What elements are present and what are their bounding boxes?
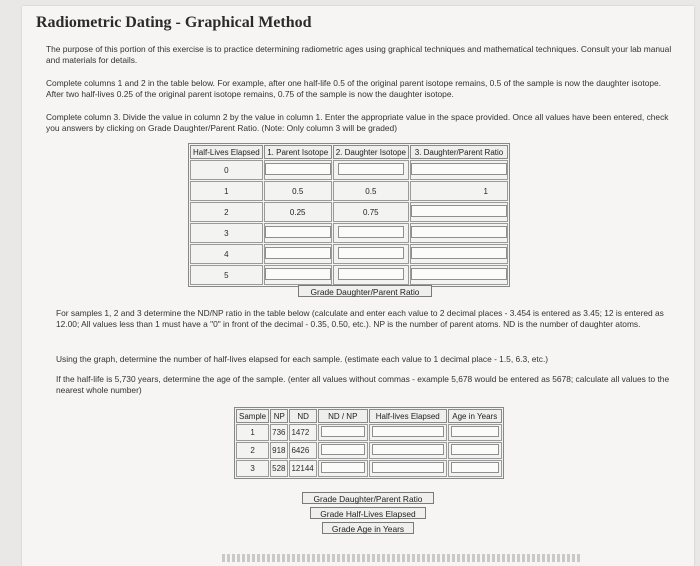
table-row [190, 202, 508, 222]
instructions-column-3: Complete column 3. Divide the value in column 2 by the value in column 1. Enter the appropriate value in the space provided. Once all values have been entered, check you answers by clicking on Grade Daughter/Parent Ratio. (Note: Only column 3 will be graded) [46, 112, 669, 133]
instructions-ratio: For samples 1, 2 and 3 determine the ND/NP ratio in the table below (calculate and enter each value to 2 decimal places - 3.454 is entered as 3.45; 12 is entered as 12.00; All values less than 1 must have a "0" in front of the decimal - 0.35, 0.50, etc.). NP is the number of parent atoms. ND is the number of daughter atoms. [56, 308, 664, 329]
table-row [190, 160, 508, 180]
header-nd-np: ND / NP [318, 409, 368, 423]
daughter-input[interactable] [338, 247, 404, 259]
nd-np-input[interactable] [321, 462, 365, 473]
instructions-columns-1-2: Complete columns 1 and 2 in the table below. For example, after one half-life 0.5 of the original parent isotope remains, 0.5 of the sample is now the daughter isotope. After two half-lives 0.25 of the original parent isotope remains, 0.75 of the sample is now the daughter isotope. [46, 78, 661, 99]
table-row [190, 244, 508, 264]
half-lives-cell: 3 [190, 223, 263, 243]
worksheet-page [22, 6, 694, 566]
half-lives-cell: 2 [190, 202, 263, 222]
parent-value: 0.25 [289, 208, 306, 217]
graph-edge [222, 554, 582, 562]
nd-np-input[interactable] [321, 444, 365, 455]
table-row [236, 460, 502, 477]
age-input[interactable] [451, 444, 499, 455]
header-sample: Sample [236, 409, 269, 423]
half-lives-cell: 0 [190, 160, 263, 180]
ratio-input[interactable] [411, 226, 507, 238]
nd-np-input[interactable] [321, 426, 365, 437]
ratio-input[interactable] [411, 163, 507, 175]
nd-value: 12144 [289, 460, 316, 477]
grade-half-lives-button[interactable]: Grade Half-Lives Elapsed [310, 507, 426, 519]
half-lives-cell: 4 [190, 244, 263, 264]
ratio-input[interactable] [411, 268, 507, 280]
age-input[interactable] [451, 462, 499, 473]
grade-ratio-button[interactable]: Grade Daughter/Parent Ratio [298, 285, 432, 297]
daughter-input[interactable] [338, 226, 404, 238]
table-row [236, 424, 502, 441]
header-half-lives: Half-Lives Elapsed [190, 145, 263, 159]
header-parent-isotope: 1. Parent Isotope [264, 145, 332, 159]
header-ratio: 3. Daughter/Parent Ratio [410, 145, 508, 159]
parent-input[interactable] [265, 163, 331, 175]
nd-value: 1472 [289, 424, 316, 441]
sample-number: 3 [236, 460, 269, 477]
nd-value: 6426 [289, 442, 316, 459]
sample-table [234, 407, 504, 479]
half-lives-cell: 1 [190, 181, 263, 201]
table-row [190, 223, 508, 243]
age-input[interactable] [451, 426, 499, 437]
header-age: Age in Years [448, 409, 502, 423]
daughter-value: 0.5 [365, 187, 377, 196]
instructions-half-lives: Using the graph, determine the number of half-lives elapsed for each sample. (estimate each value to 1 decimal place - 1.5, 6.3, etc.) [56, 354, 549, 364]
page-title: Radiometric Dating - Graphical Method [36, 14, 312, 31]
instructions-age: If the half-life is 5,730 years, determine the age of the sample. (enter all values without commas - example 5,678 would be entered as 5678; calculate all values to the nearest whole number) [56, 374, 670, 395]
ratio-input[interactable] [411, 247, 507, 259]
daughter-value: 0.75 [363, 208, 379, 217]
daughter-input[interactable] [338, 163, 404, 175]
parent-value: 0.5 [292, 187, 304, 196]
header-half-lives-elapsed: Half-lives Elapsed [369, 409, 447, 423]
grade-age-button[interactable]: Grade Age in Years [322, 522, 414, 534]
np-value: 918 [270, 442, 288, 459]
np-value: 528 [270, 460, 288, 477]
ratio-value: 1 [483, 187, 488, 196]
sample-number: 2 [236, 442, 269, 459]
half-lives-input[interactable] [372, 426, 444, 437]
daughter-input[interactable] [338, 268, 404, 280]
header-np: NP [270, 409, 288, 423]
half-lives-input[interactable] [372, 444, 444, 455]
header-daughter-isotope: 2. Daughter Isotope [333, 145, 409, 159]
table-row [190, 181, 508, 201]
intro-paragraph: The purpose of this portion of this exercise is to practice determining radiometric ages using graphical techniques and mathematical techniques. Consult your lab manual and materials for details. [46, 44, 672, 65]
table-row [190, 265, 508, 285]
parent-input[interactable] [265, 268, 331, 280]
parent-input[interactable] [265, 247, 331, 259]
half-lives-cell: 5 [190, 265, 263, 285]
table-row [236, 442, 502, 459]
header-nd: ND [289, 409, 316, 423]
parent-input[interactable] [265, 226, 331, 238]
np-value: 736 [270, 424, 288, 441]
half-lives-input[interactable] [372, 462, 444, 473]
ratio-input[interactable] [411, 205, 507, 217]
grade-ratio-button-2[interactable]: Grade Daughter/Parent Ratio [302, 492, 434, 504]
sample-number: 1 [236, 424, 269, 441]
half-life-table [188, 143, 510, 287]
